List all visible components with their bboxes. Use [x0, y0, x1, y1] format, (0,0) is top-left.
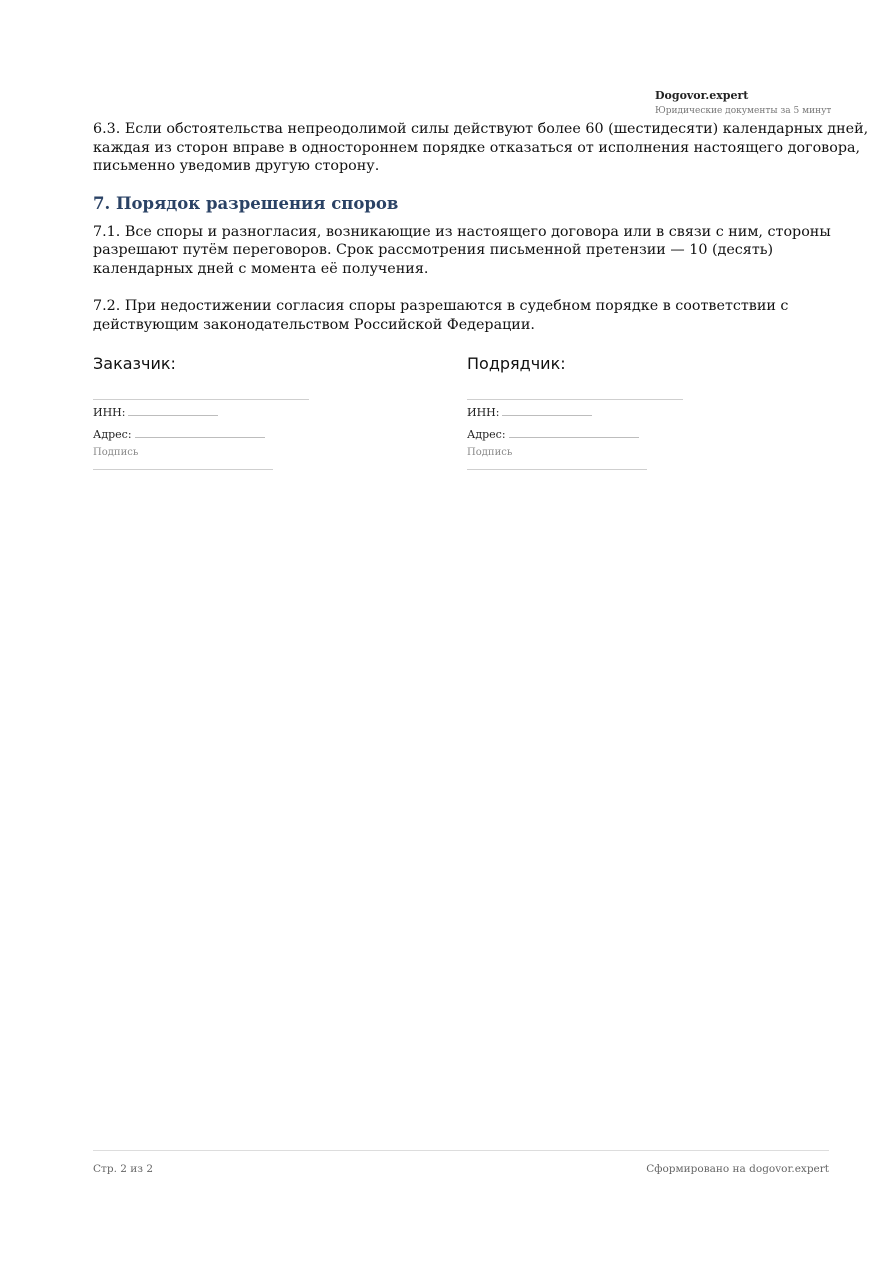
section-7-title: 7. Порядок разрешения споров	[93, 193, 399, 213]
brand-tagline: Юридические документы за 5 минут	[655, 106, 832, 116]
customer-inn-blank	[128, 404, 218, 416]
customer-address-field	[93, 426, 265, 442]
footer-divider	[93, 1150, 829, 1151]
clause-7-2: 7.2. При недостижении согласия споры разрешаются в судебном порядке в соответствии с действующим законодательством Российской Федерации.	[93, 298, 789, 333]
brand-name: Dogovor.expert	[655, 89, 749, 102]
customer-title: Заказчик:	[93, 354, 176, 373]
customer-inn-label: ИНН:	[93, 406, 126, 419]
contractor-inn-field	[467, 404, 592, 420]
contractor-inn-label: ИНН:	[467, 406, 500, 419]
brand-header	[655, 88, 855, 118]
customer-signature-line	[93, 469, 273, 470]
contractor-signature-line	[467, 469, 647, 470]
contractor-sign-label: Подпись	[467, 447, 513, 458]
customer-signature-block	[93, 353, 393, 458]
customer-address-blank	[135, 426, 265, 438]
generated-by-note: Сформировано на dogovor.expert	[646, 1163, 829, 1175]
contractor-inn-blank	[502, 404, 592, 416]
contractor-title: Подрядчик:	[467, 354, 566, 373]
customer-address-label: Адрес:	[93, 428, 132, 441]
customer-inn-field	[93, 404, 218, 420]
contractor-name-line	[467, 399, 683, 400]
contractor-address-field	[467, 426, 639, 442]
clause-7-1: 7.1. Все споры и разногласия, возникающие из настоящего договора или в связи с ним, стороны разрешают путём переговоров. Срок рассмотрения письменной претензии — 10 (десять) календарных дней с момента её получения.	[93, 223, 831, 277]
clause-6-3: 6.3. Если обстоятельства непреодолимой силы действуют более 60 (шестидесяти) календарных дней, каждая из сторон вправе в одностороннем порядке отказаться от исполнения настоящего договора, письменно уведомив другую сторону.	[93, 121, 869, 174]
signature-block	[93, 353, 853, 483]
document-body	[93, 120, 875, 334]
page-number: Стр. 2 из 2	[93, 1163, 154, 1175]
contractor-address-label: Адрес:	[467, 428, 506, 441]
contractor-signature-block	[467, 353, 767, 458]
customer-sign-label: Подпись	[93, 447, 139, 458]
customer-name-line	[93, 399, 309, 400]
contractor-address-blank	[509, 426, 639, 438]
